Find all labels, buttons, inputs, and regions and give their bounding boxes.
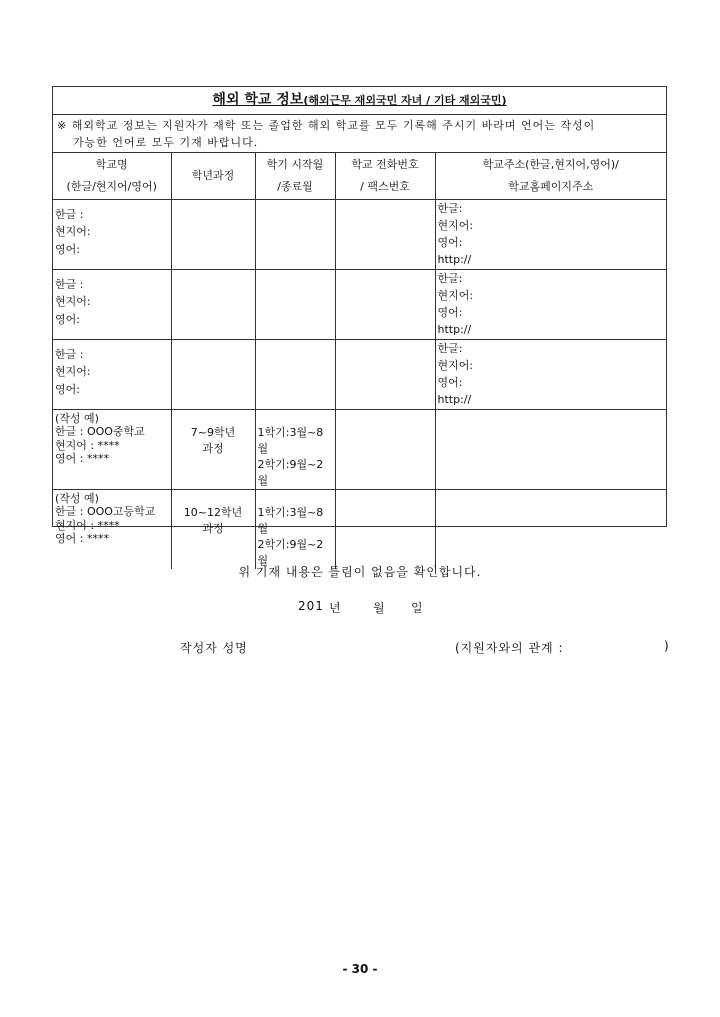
example-row xyxy=(53,489,666,569)
date-day-unit: 일 xyxy=(411,601,424,615)
example-phone xyxy=(335,489,435,569)
confirm-statement: 위 기재 내용은 틀림이 없음을 확인합니다. xyxy=(238,565,482,579)
header-school-name: 학교명 (한글/현지어/영어) xyxy=(53,153,171,199)
address-cell[interactable]: 한글: 현지어: 영어: http:// xyxy=(435,269,666,339)
example-address xyxy=(435,489,666,569)
example-school-name: (작성 예) 한글 : OOO중학교 현지어 : **** 영어 : **** xyxy=(53,409,171,489)
writer-name-label: 작성자 성명 xyxy=(180,641,248,655)
relation-label: (지원자와의 관계 : xyxy=(455,641,564,655)
notice-line-1: ※ 해외학교 정보는 지원자가 재학 또는 졸업한 해외 학교를 모두 기록해 주시기 바라며 언어는 작성이 xyxy=(57,119,596,132)
date-month-unit: 월 xyxy=(373,601,386,615)
date-year[interactable]: 201 xyxy=(298,599,324,613)
address-cell[interactable]: 한글: 현지어: 영어: http:// xyxy=(435,339,666,409)
school-name-cell[interactable]: 한글 : 현지어: 영어: xyxy=(53,199,171,269)
course-cell[interactable] xyxy=(171,339,255,409)
term-cell[interactable] xyxy=(255,199,335,269)
example-term: 1학기:3월~8월 2학기:9월~2월 xyxy=(255,489,335,569)
example-row xyxy=(53,409,666,489)
table-row xyxy=(53,339,666,409)
date-year-unit: 년 xyxy=(329,601,342,615)
course-cell[interactable] xyxy=(171,199,255,269)
header-address: 학교주소(한글,현지어,영어)/ 학교홈페이지주소 xyxy=(435,153,666,199)
term-cell[interactable] xyxy=(255,269,335,339)
form-title-sub: (해외근무 재외국민 자녀 / 기타 재외국민) xyxy=(303,94,507,107)
relation-close: ) xyxy=(664,639,670,653)
example-term: 1학기:3월~8월 2학기:9월~2월 xyxy=(255,409,335,489)
example-address xyxy=(435,409,666,489)
header-phone: 학교 전화번호 / 팩스번호 xyxy=(335,153,435,199)
phone-cell[interactable] xyxy=(335,339,435,409)
header-course: 학년과정 xyxy=(171,153,255,199)
school-name-cell[interactable]: 한글 : 현지어: 영어: xyxy=(53,269,171,339)
notice-line-2: 가능한 언어로 모두 기재 바랍니다. xyxy=(73,136,259,149)
school-table xyxy=(53,153,666,569)
example-course: 7~9학년 과정 xyxy=(171,409,255,489)
school-name-cell[interactable]: 한글 : 현지어: 영어: xyxy=(53,339,171,409)
phone-cell[interactable] xyxy=(335,269,435,339)
example-phone xyxy=(335,409,435,489)
table-header-row xyxy=(53,153,666,199)
header-term: 학기 시작월 /종료월 xyxy=(255,153,335,199)
form-notice xyxy=(53,115,666,153)
example-course: 10~12학년 과정 xyxy=(171,489,255,569)
form-title xyxy=(53,87,666,115)
page-number: - 30 - xyxy=(342,962,378,976)
phone-cell[interactable] xyxy=(335,199,435,269)
table-row xyxy=(53,269,666,339)
table-row xyxy=(53,199,666,269)
term-cell[interactable] xyxy=(255,339,335,409)
form-title-main: 해외 학교 정보 xyxy=(212,92,304,108)
address-cell[interactable]: 한글: 현지어: 영어: http:// xyxy=(435,199,666,269)
course-cell[interactable] xyxy=(171,269,255,339)
example-school-name: (작성 예) 한글 : OOO고등학교 현지어 : **** 영어 : **** xyxy=(53,489,171,569)
overseas-school-form xyxy=(52,86,667,567)
